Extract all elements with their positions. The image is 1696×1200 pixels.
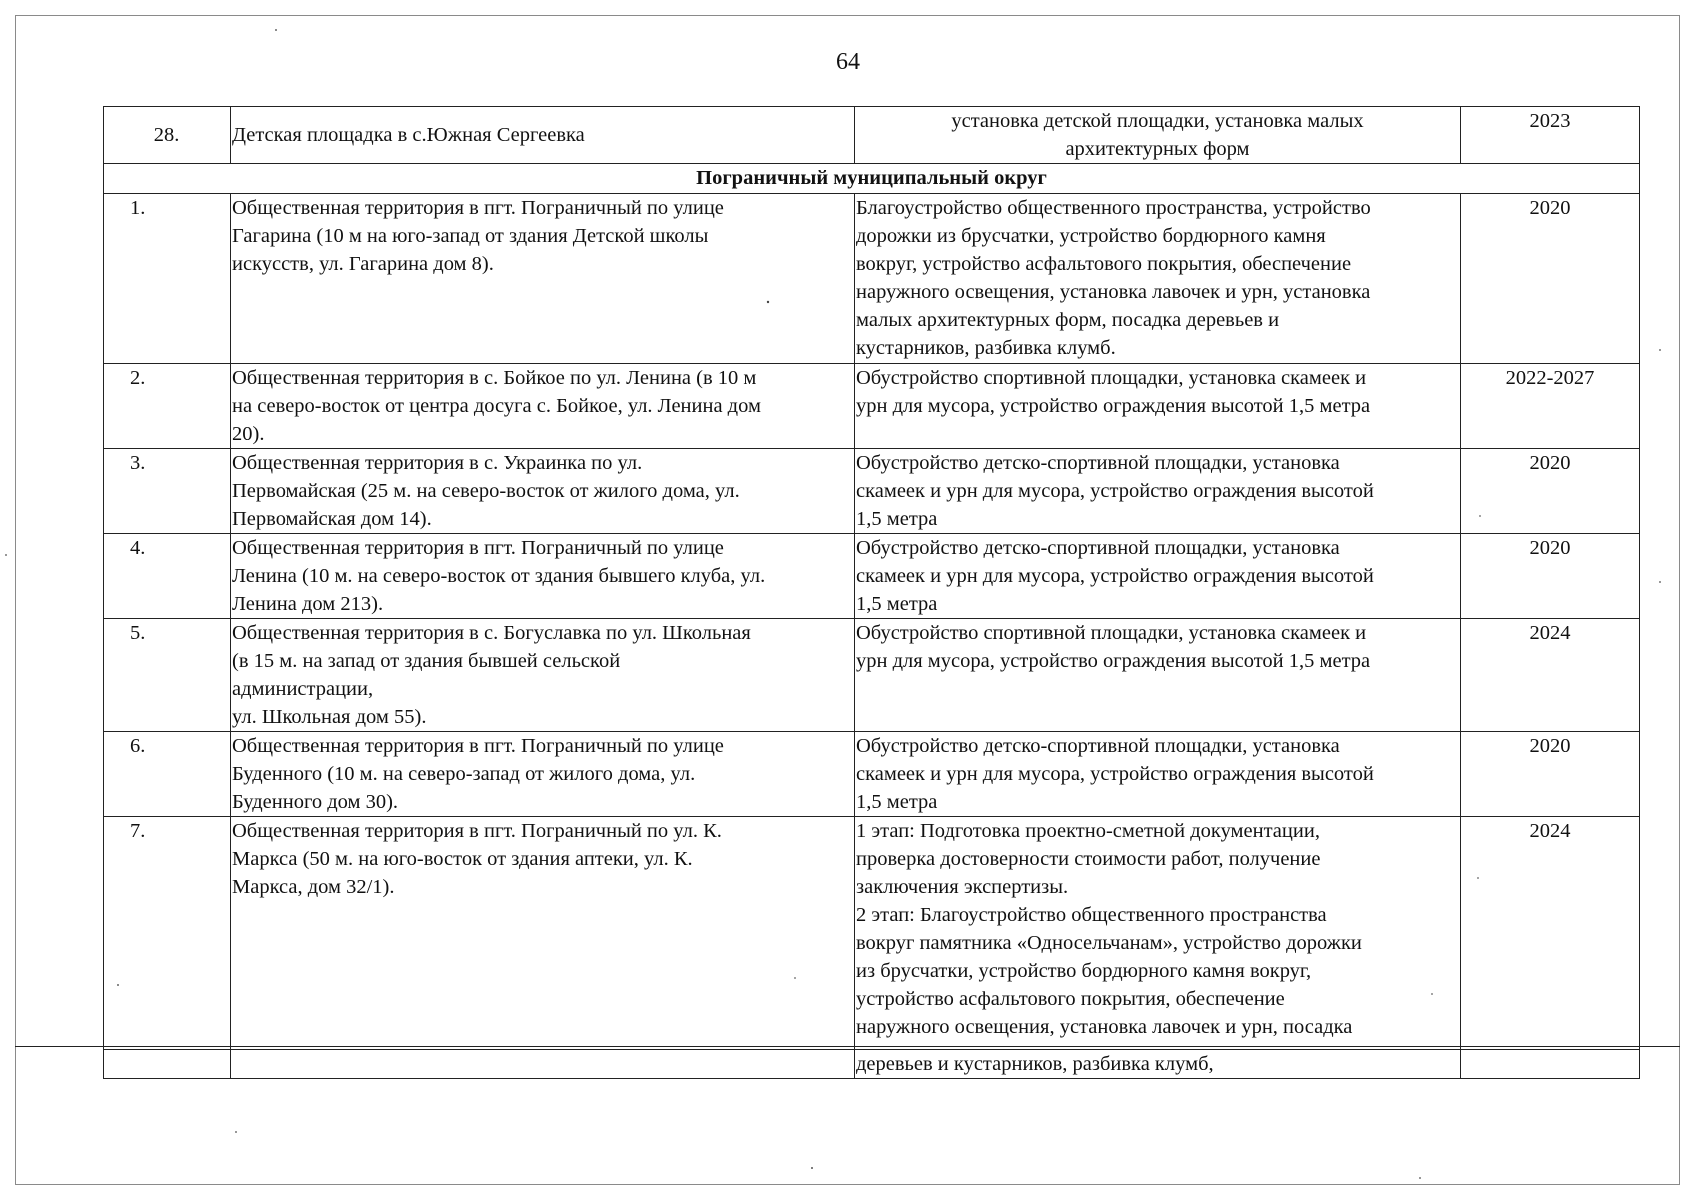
works-text: Обустройство спортивной площадки, установка скамеек и урн для мусора, устройство ограждения высотой 1,5 метра bbox=[856, 622, 1371, 672]
page-number: 64 bbox=[836, 49, 860, 75]
row-number: 6. bbox=[104, 732, 231, 817]
object-text: Общественная территория в с. Украинка по ул. Первомайская (25 м. на северо-восток от жилого дома, ул. Первомайская дом 14). bbox=[232, 452, 740, 530]
row-number: 3. bbox=[104, 449, 231, 534]
object-cell bbox=[231, 817, 855, 1050]
row-number: 2. bbox=[104, 364, 231, 449]
table-row bbox=[104, 449, 1640, 534]
section-header-row bbox=[104, 164, 1640, 194]
table-row bbox=[104, 107, 1640, 164]
object-cell: Детская площадка в с.Южная Сергеевка bbox=[231, 107, 855, 164]
year-cell: 2020 bbox=[1461, 194, 1640, 364]
object-text: Общественная территория в пгт. Пограничный по улице Гагарина (10 м на юго-запад от здания Детской школы искусств, ул. Гагарина дом 8). bbox=[232, 197, 724, 275]
works-cell bbox=[855, 534, 1461, 619]
row-number: 5. bbox=[104, 619, 231, 732]
works-text: деревьев и кустарников, разбивка клумб, bbox=[856, 1053, 1214, 1075]
year-cell: 2023 bbox=[1461, 107, 1640, 164]
works-text: Благоустройство общественного пространства, устройство дорожки из брусчатки, устройство бордюрного камня вокруг, устройство асфальтового покрытия, обеспечение наружного освещения, установка лавочек и урн, установка малых архитектурных форм, посадка деревьев и кустарников, разбивка клумб. bbox=[856, 197, 1371, 359]
works-cell bbox=[855, 1050, 1461, 1079]
table-row bbox=[104, 732, 1640, 817]
object-cell bbox=[231, 619, 855, 732]
year-cell bbox=[1461, 1050, 1640, 1079]
works-text: Обустройство детско-спортивной площадки, установка скамеек и урн для мусора, устройство ограждения высотой 1,5 метра bbox=[856, 735, 1374, 813]
table-row bbox=[104, 619, 1640, 732]
object-text: Общественная территория в пгт. Пограничный по улице Буденного (10 м. на северо-запад от жилого дома, ул. Буденного дом 30). bbox=[232, 735, 724, 813]
object-cell bbox=[231, 732, 855, 817]
page-cut-line bbox=[15, 1046, 1680, 1047]
row-number: 7. bbox=[104, 817, 231, 1050]
works-cell bbox=[855, 194, 1461, 364]
year-cell: 2020 bbox=[1461, 732, 1640, 817]
year-cell: 2020 bbox=[1461, 534, 1640, 619]
year-cell: 2020 bbox=[1461, 449, 1640, 534]
year-cell: 2022-2027 bbox=[1461, 364, 1640, 449]
object-text: Общественная территория в с. Богуславка по ул. Школьная (в 15 м. на запад от здания бывшей сельской администрации, ул. Школьная дом 55). bbox=[232, 622, 751, 728]
year-cell: 2024 bbox=[1461, 817, 1640, 1050]
works-text: Обустройство детско-спортивной площадки, установка скамеек и урн для мусора, устройство ограждения высотой 1,5 метра bbox=[856, 537, 1374, 615]
table-row bbox=[104, 194, 1640, 364]
table-row bbox=[104, 534, 1640, 619]
object-cell bbox=[231, 1050, 855, 1079]
works-cell bbox=[855, 619, 1461, 732]
object-cell bbox=[231, 534, 855, 619]
works-text: 1 этап: Подготовка проектно-сметной документации, проверка достоверности стоимости работ, получение заключения экспертизы. 2 этап: Благоустройство общественного пространства вокруг памятника «Односельчанам», устройство дорожки из брусчатки, устройство бордюрного камня вокруг, устройство асфальтового покрытия, обеспечение наружного освещения, установка лавочек и урн, посадка bbox=[856, 820, 1362, 1038]
year-cell: 2024 bbox=[1461, 619, 1640, 732]
works-cell bbox=[855, 364, 1461, 449]
works-text: Обустройство детско-спортивной площадки, установка скамеек и урн для мусора, устройство ограждения высотой 1,5 метра bbox=[856, 452, 1374, 530]
object-cell bbox=[231, 449, 855, 534]
object-text: Общественная территория в пгт. Пограничный по улице Ленина (10 м. на северо-восток от здания бывшего клуба, ул. Ленина дом 213). bbox=[232, 537, 766, 615]
works-text: установка детской площадки, установка малых архитектурных форм bbox=[951, 110, 1364, 160]
works-text: Обустройство спортивной площадки, установка скамеек и урн для мусора, устройство ограждения высотой 1,5 метра bbox=[856, 367, 1371, 417]
row-number: 4. bbox=[104, 534, 231, 619]
object-cell bbox=[231, 364, 855, 449]
section-title: Пограничный муниципальный округ bbox=[104, 164, 1640, 194]
table-row bbox=[104, 817, 1640, 1050]
works-cell bbox=[855, 107, 1461, 164]
table-row-continuation bbox=[104, 1050, 1640, 1079]
row-number: 28. bbox=[104, 107, 231, 164]
row-number bbox=[104, 1050, 231, 1079]
improvement-table bbox=[103, 106, 1640, 1079]
works-cell bbox=[855, 449, 1461, 534]
works-cell bbox=[855, 817, 1461, 1050]
object-text: Общественная территория в пгт. Пограничный по ул. К. Маркса (50 м. на юго-восток от здания аптеки, ул. К. Маркса, дом 32/1). bbox=[232, 820, 722, 898]
row-number: 1. bbox=[104, 194, 231, 364]
works-cell bbox=[855, 732, 1461, 817]
table-row bbox=[104, 364, 1640, 449]
object-cell bbox=[231, 194, 855, 364]
object-text: Общественная территория в с. Бойкое по ул. Ленина (в 10 м на северо-восток от центра досуга с. Бойкое, ул. Ленина дом 20). bbox=[232, 367, 761, 445]
